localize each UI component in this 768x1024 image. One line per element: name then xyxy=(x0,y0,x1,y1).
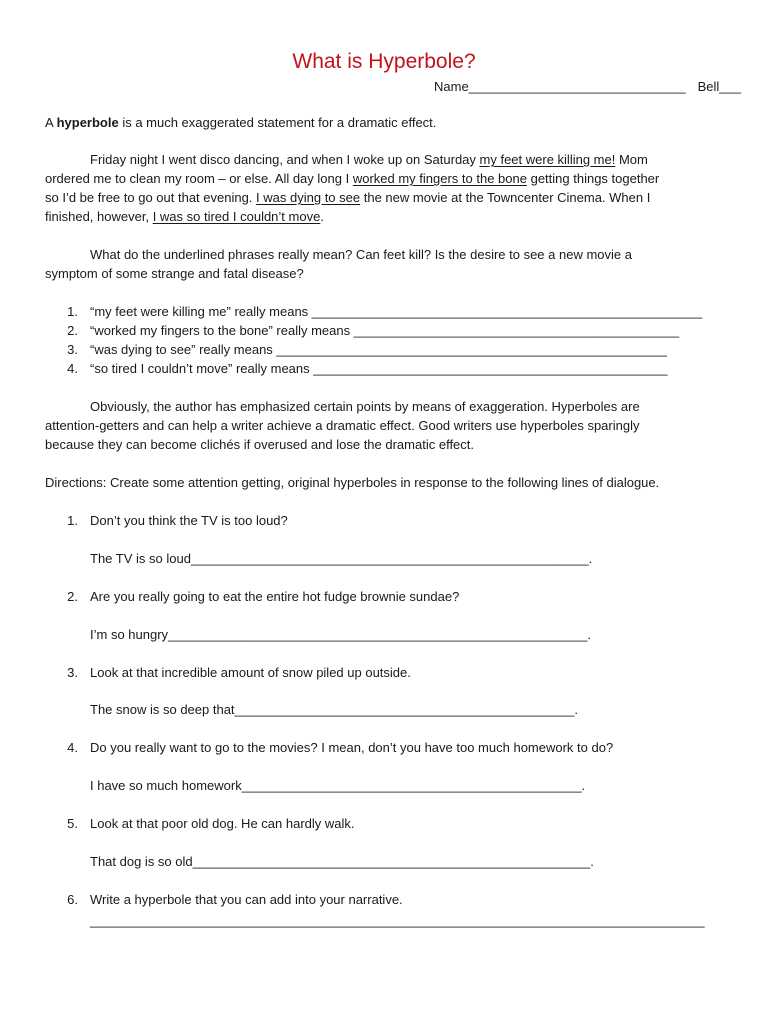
dialogue-answer-5[interactable]: That dog is so old_______________________________________________________. xyxy=(90,854,594,869)
story-text: the new movie at the Towncenter Cinema. When I xyxy=(360,190,651,205)
page-title: What is Hyperbole? xyxy=(292,50,476,73)
dialogue-answer-1[interactable]: The TV is so loud_______________________________________________________. xyxy=(90,551,593,566)
dialogue-number: 4. xyxy=(67,740,78,755)
dialogue-number: 3. xyxy=(67,665,78,680)
bell-blank: Bell___ xyxy=(697,79,741,94)
story-text: getting things together xyxy=(526,171,660,186)
definition-post: is a much exaggerated statement for a dramatic effect. xyxy=(118,115,437,130)
dialogue-prompt-5: Look at that poor old dog. He can hardly walk. xyxy=(90,816,355,831)
story-text: Mom xyxy=(615,152,648,167)
meaning-number: 3. xyxy=(67,342,78,357)
story-text: ordered me to clean my room – or else. All day long I xyxy=(45,171,353,186)
name-bell-line xyxy=(434,79,741,95)
dialogue-number: 5. xyxy=(67,816,78,831)
meaning-blank-4[interactable]: “so tired I couldn’t move” really means _________________________________________________ xyxy=(90,361,668,376)
meaning-number: 2. xyxy=(67,323,78,338)
story-text: Friday night I went disco dancing, and when I woke up on Saturday xyxy=(90,152,480,167)
dialogue-prompt-2: Are you really going to eat the entire hot fudge brownie sundae? xyxy=(90,589,460,604)
dialogue-prompt-1: Don’t you think the TV is too loud? xyxy=(90,513,288,528)
explanation-line-1: Obviously, the author has emphasized certain points by means of exaggeration. Hyperboles are xyxy=(90,399,640,414)
story-text: so I’d be free to go out that evening. xyxy=(45,190,257,205)
dialogue-answer-3[interactable]: The snow is so deep that_______________________________________________. xyxy=(90,702,578,717)
underlined-phrase-1: my feet were killing me! xyxy=(479,152,616,167)
question-line-2: symptom of some strange and fatal disease? xyxy=(45,266,304,281)
meaning-number: 1. xyxy=(67,304,78,319)
meaning-blank-3[interactable]: “was dying to see” really means ______________________________________________________ xyxy=(90,342,667,357)
definition-term: hyperbole xyxy=(56,115,119,130)
explanation-line-2: attention-getters and can help a writer achieve a dramatic effect. Good writers use hyperboles sparingly xyxy=(45,418,640,433)
dialogue-answer-6[interactable]: _____________________________________________________________________________________ xyxy=(90,913,705,928)
dialogue-answer-2[interactable]: I’m so hungry__________________________________________________________. xyxy=(90,627,591,642)
dialogue-number: 1. xyxy=(67,513,78,528)
underlined-phrase-3: I was dying to see xyxy=(256,190,361,205)
dialogue-prompt-4: Do you really want to go to the movies? I mean, don’t you have too much homework to do? xyxy=(90,740,614,755)
name-blank: Name______________________________ xyxy=(434,79,686,94)
dialogue-number: 6. xyxy=(67,892,78,907)
dialogue-number: 2. xyxy=(67,589,78,604)
dialogue-prompt-3: Look at that incredible amount of snow piled up outside. xyxy=(90,665,411,680)
question-line-1: What do the underlined phrases really mean? Can feet kill? Is the desire to see a new movie a xyxy=(90,247,632,262)
definition xyxy=(45,114,436,133)
definition-pre: A xyxy=(45,115,57,130)
story-line-1 xyxy=(90,151,648,170)
underlined-phrase-2: worked my fingers to the bone xyxy=(352,171,527,186)
meaning-number: 4. xyxy=(67,361,78,376)
story-text: finished, however, xyxy=(45,209,153,224)
explanation-line-3: because they can become clichés if overused and lose the dramatic effect. xyxy=(45,437,475,452)
meaning-blank-1[interactable]: “my feet were killing me” really means ______________________________________________________ xyxy=(90,304,703,319)
story-line-3 xyxy=(45,189,650,208)
dialogue-prompt-6: Write a hyperbole that you can add into your narrative. xyxy=(90,892,403,907)
dialogue-answer-4[interactable]: I have so much homework_______________________________________________. xyxy=(90,778,586,793)
story-text: . xyxy=(320,209,324,224)
story-line-2 xyxy=(45,170,659,189)
directions: Directions: Create some attention getting, original hyperboles in response to the following lines of dialogue. xyxy=(45,475,660,490)
meaning-blank-2[interactable]: “worked my fingers to the bone” really means _____________________________________________ xyxy=(90,323,680,338)
underlined-phrase-4: I was so tired I couldn’t move xyxy=(152,209,321,224)
story-line-4 xyxy=(45,208,324,227)
